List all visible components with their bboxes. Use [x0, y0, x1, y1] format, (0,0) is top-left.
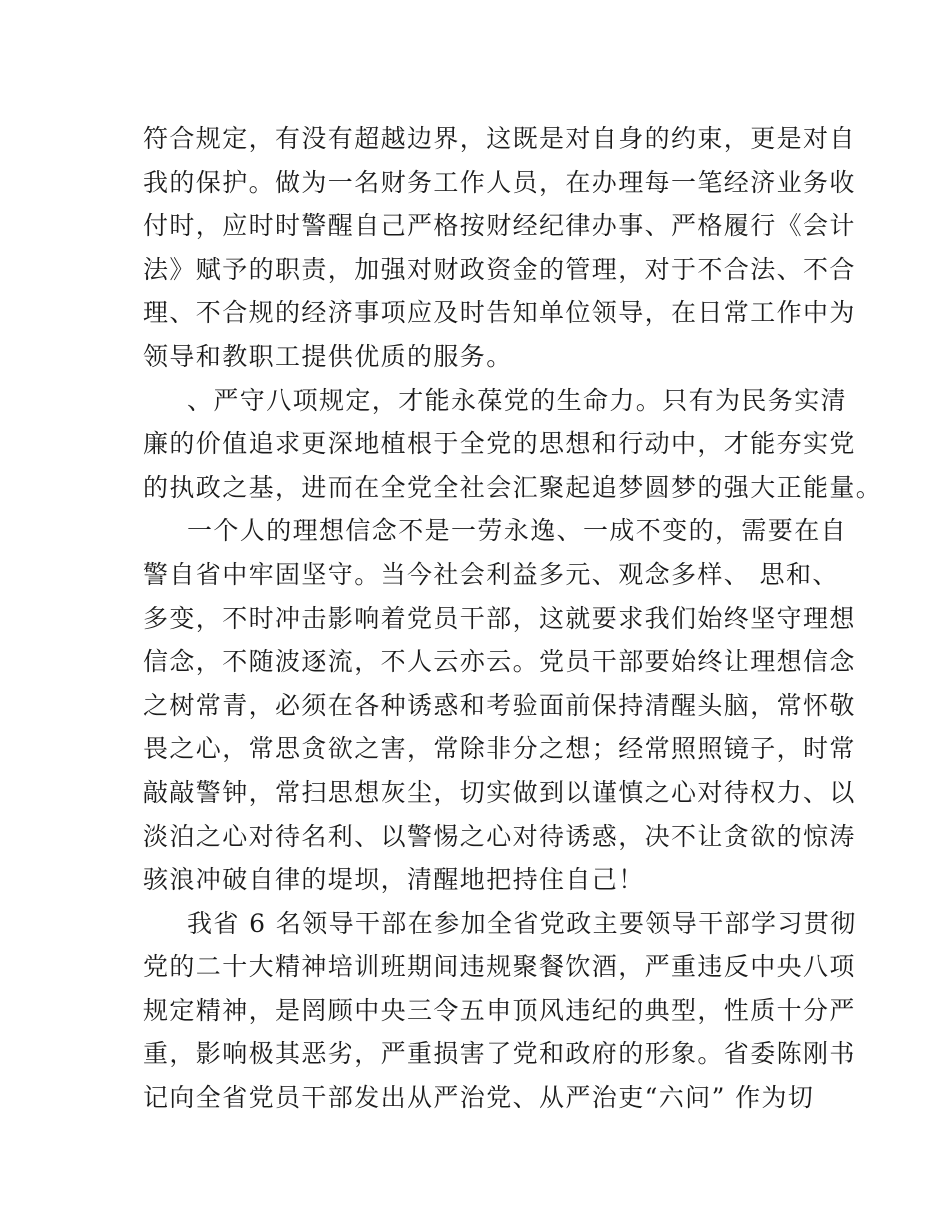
text-line: 规定精神，是罔顾中央三令五申顶风违纪的典型，性质十分严 [143, 995, 856, 1025]
document-body [143, 117, 883, 1120]
text-line: 骇浪冲破自律的堤坝，清醒地把持住自己！ [143, 865, 645, 895]
text-line: 淡泊之心对待名利、以警惕之心对待诱惑，决不让贪欲的惊涛 [143, 821, 856, 851]
text-line: 我的保护。做为一名财务工作人员，在办理每一笔经济业务收 [143, 167, 856, 197]
text-line: 多变，不时冲击影响着党员干部，这就要求我们始终坚守理想 [143, 603, 856, 633]
text-line: 的执政之基，进而在全党全社会汇聚起追梦圆梦的强大正能量。 [143, 472, 883, 502]
text-line: 法》赋予的职责，加强对财政资金的管理，对于不合法、不合 [143, 254, 856, 284]
text-line: 符合规定，有没有超越边界，这既是对自身的约束，更是对自 [143, 124, 856, 153]
text-line: 党的二十大精神培训班期间违规聚餐饮酒，严重违反中央八项 [143, 952, 856, 982]
paragraph-first-line: 一个人的理想信念不是一劳永逸、一成不变的，需要在自 [187, 516, 848, 546]
text-line: 畏之心，常思贪欲之害，常除非分之想；经常照照镜子，时常 [143, 734, 856, 764]
text-line: 记向全省党员干部发出从严治党、从严治吏“六问” 作为切 [143, 1083, 815, 1113]
text-line: 之树常青，必须在各种诱惑和考验面前保持清醒头脑，常怀敬 [143, 690, 856, 720]
text-line: 廉的价值追求更深地植根于全党的思想和行动中，才能夯实党 [143, 429, 856, 459]
text-line: 警自省中牢固坚守。当今社会利益多元、观念多样、 思和、 [143, 559, 839, 589]
paragraph-first-line: 我省 6 名领导干部在参加全省党政主要领导干部学习贯彻 [187, 908, 857, 938]
text-line: 信念，不随波逐流，不人云亦云。党员干部要始终让理想信念 [143, 647, 856, 677]
text-line: 领导和教职工提供优质的服务。 [143, 341, 513, 371]
text-line: 敲敲警钟，常扫思想灰尘，切实做到以谨慎之心对待权力、以 [143, 777, 856, 807]
text-line: 重，影响极其恶劣，严重损害了党和政府的形象。省委陈刚书 [143, 1039, 856, 1069]
text-line: 理、不合规的经济事项应及时告知单位领导，在日常工作中为 [143, 298, 856, 328]
text-line: 付时，应时时警醒自己严格按财经纪律办事、严格履行《会计 [143, 211, 856, 241]
paragraph-first-line: 、严守八项规定，才能永葆党的生命力。只有为民务实清 [187, 385, 848, 415]
